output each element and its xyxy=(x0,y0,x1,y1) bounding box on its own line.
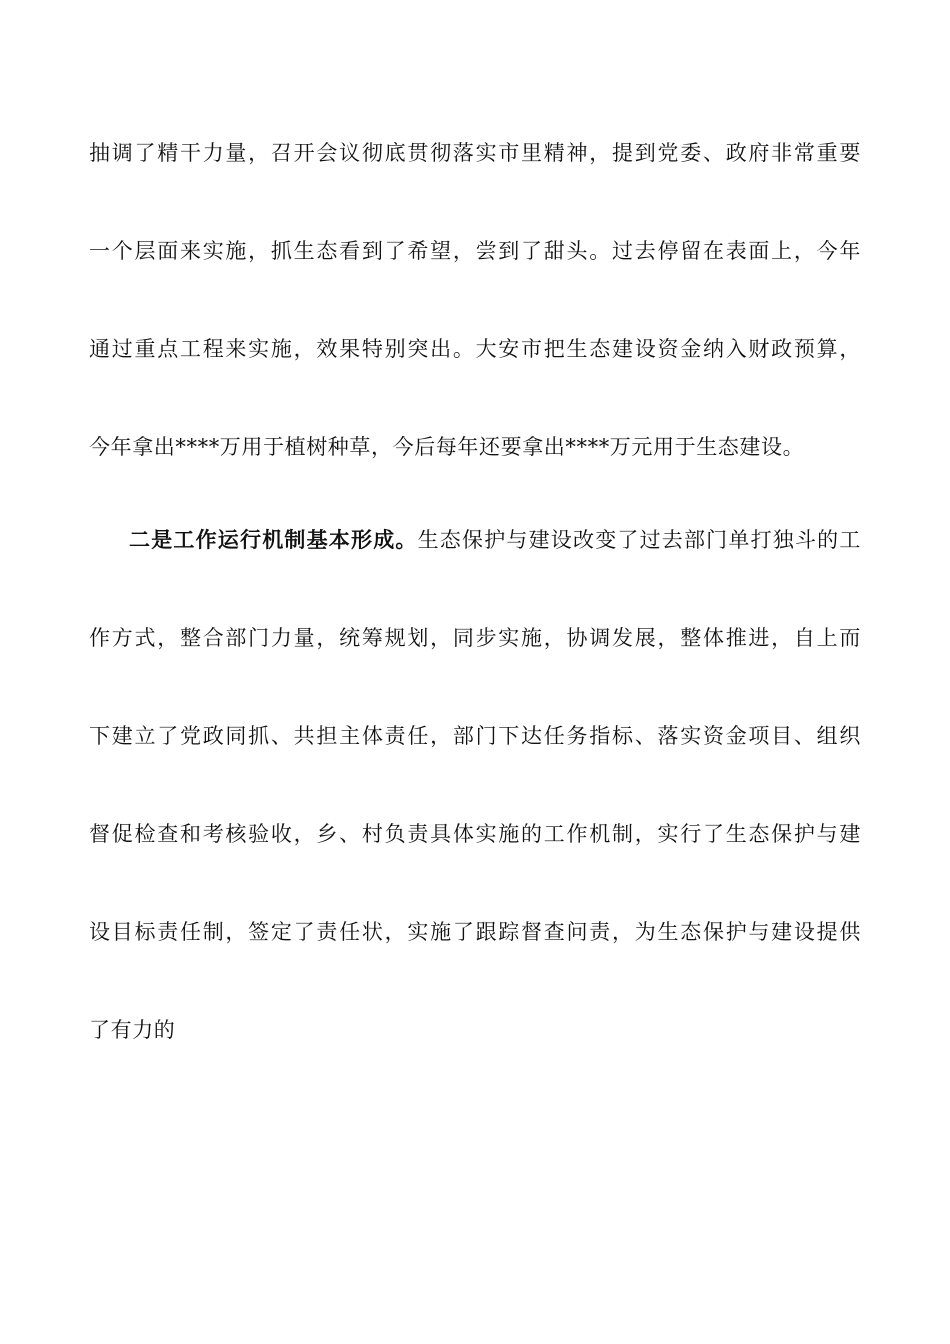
paragraph-line: 了有力的 xyxy=(89,1018,176,1042)
paragraph-line: 抽调了精干力量，召开会议彻底贯彻落实市里精神，提到党委、政府非常重要 xyxy=(89,141,861,165)
paragraph-line: 一个层面来实施，抓生态看到了希望，尝到了甜头。过去停留在表面上，今年 xyxy=(89,239,861,263)
paragraph-line: 作方式，整合部门力量，统筹规划，同步实施，协调发展，整体推进，自上而 xyxy=(89,626,861,650)
paragraph-line: 通过重点工程来实施，效果特别突出。大安市把生态建设资金纳入财政预算， xyxy=(89,337,861,361)
paragraph-first-line xyxy=(129,523,861,557)
paragraph-line: 督促检查和考核验收，乡、村负责具体实施的工作机制，实行了生态保护与建 xyxy=(89,822,861,846)
paragraph-heading: 二是工作运行机制基本形成。 xyxy=(129,527,418,552)
paragraph-line: 设目标责任制，签定了责任状，实施了跟踪督查问责，为生态保护与建设提供 xyxy=(89,920,861,944)
paragraph-line: 今年拿出****万用于植树种草，今后每年还要拿出****万元用于生态建设。 xyxy=(89,435,805,459)
paragraph-text: 生态保护与建设改变了过去部门单打独斗的工 xyxy=(417,528,861,552)
paragraph-line: 下建立了党政同抓、共担主体责任，部门下达任务指标、落实资金项目、组织 xyxy=(89,724,861,748)
